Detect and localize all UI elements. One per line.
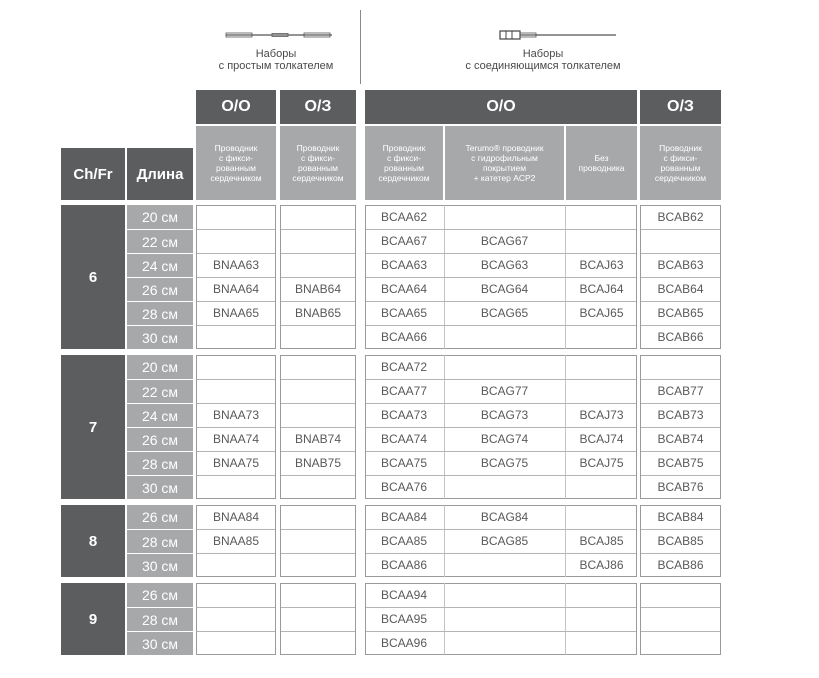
product-code: BCAA94 [380, 588, 428, 602]
type-header-connecting-oo: О/О [365, 90, 637, 124]
length-cell: 26 см [127, 583, 193, 607]
row-divider [281, 403, 355, 404]
product-code: BCAJ85 [579, 534, 624, 548]
row-divider [197, 325, 275, 326]
product-code: BCAA66 [380, 330, 428, 344]
product-code: BCAB84 [657, 510, 704, 524]
row-divider [281, 553, 355, 554]
length-row-divider [127, 553, 193, 554]
length-cell: 30 см [127, 326, 193, 349]
group-title-line2: с простым толкателем [218, 60, 334, 72]
length-row-divider [127, 301, 193, 302]
length-row-divider [127, 277, 193, 278]
length-row-divider [127, 403, 193, 404]
row-divider [281, 379, 355, 380]
product-code: BCAG85 [480, 534, 529, 548]
length-cell: 30 см [127, 554, 193, 577]
product-code: BNAA74 [212, 432, 260, 446]
group-divider [360, 10, 361, 84]
length-row-divider [127, 229, 193, 230]
product-code: BCAJ75 [579, 456, 624, 470]
product-code: BCAG65 [480, 306, 529, 320]
column-separator [444, 583, 445, 655]
length-row-divider [127, 325, 193, 326]
length-row-divider [127, 253, 193, 254]
type-header-connecting-oz: О/З [640, 90, 721, 124]
type-header-simple-oz: О/З [280, 90, 356, 124]
product-code: BCAB86 [657, 558, 704, 572]
product-code: BCAJ74 [579, 432, 624, 446]
length-row-divider [127, 451, 193, 452]
column-box [280, 505, 356, 577]
product-code: BNAA65 [212, 306, 260, 320]
column-header: Без проводника [566, 126, 637, 200]
product-code: BCAG67 [480, 234, 529, 248]
size-cell: 9 [61, 583, 125, 655]
length-cell: 28 см [127, 302, 193, 325]
length-cell: 20 см [127, 355, 193, 379]
product-code: BCAA95 [380, 612, 428, 626]
simple-pusher-icon [224, 30, 334, 40]
length-header: Длина [127, 148, 193, 200]
product-code: BCAA77 [380, 384, 428, 398]
size-cell: 6 [61, 205, 125, 349]
length-cell: 22 см [127, 380, 193, 403]
product-code: BCAG75 [480, 456, 529, 470]
product-code: BNAA64 [212, 282, 260, 296]
product-code: BCAA84 [380, 510, 428, 524]
length-row-divider [127, 631, 193, 632]
length-cell: 22 см [127, 230, 193, 253]
row-divider [281, 631, 355, 632]
product-code: BCAJ86 [579, 558, 624, 572]
length-cell: 30 см [127, 632, 193, 655]
size-cell: 7 [61, 355, 125, 499]
group-title-line2: с соединяющимся толкателем [465, 60, 621, 72]
length-row-divider [127, 379, 193, 380]
row-divider [281, 475, 355, 476]
ch-fr-header: Ch/Fr [61, 148, 125, 200]
column-header: Проводник с фикси- рованным сердечником [280, 126, 356, 200]
product-code: BNAB74 [294, 432, 342, 446]
product-code: BNAA73 [212, 408, 260, 422]
product-code: BCAB77 [657, 384, 704, 398]
row-divider [641, 229, 720, 230]
row-divider [281, 529, 355, 530]
length-row-divider [127, 529, 193, 530]
product-code: BNAA85 [212, 534, 260, 548]
product-code: BCAG73 [480, 408, 529, 422]
product-code: BCAB65 [657, 306, 704, 320]
length-cell: 24 см [127, 404, 193, 427]
column-box [196, 583, 276, 655]
length-cell: 28 см [127, 608, 193, 631]
product-code: BCAB63 [657, 258, 704, 272]
group-title-line1: Наборы [255, 48, 297, 60]
row-divider [197, 607, 275, 608]
length-cell: 20 см [127, 205, 193, 229]
row-divider [197, 229, 275, 230]
length-cell: 28 см [127, 452, 193, 475]
product-code: BCAB73 [657, 408, 704, 422]
product-code: BCAA75 [380, 456, 428, 470]
column-header: Terumo® проводник с гидрофильным покрытием + катетер ACP2 [445, 126, 564, 200]
connecting-pusher-icon [498, 28, 618, 42]
product-code: BCAA74 [380, 432, 428, 446]
column-box [280, 583, 356, 655]
row-divider [197, 379, 275, 380]
length-row-divider [127, 427, 193, 428]
length-cell: 30 см [127, 476, 193, 499]
product-code: BNAB64 [294, 282, 342, 296]
row-divider [641, 631, 720, 632]
product-code: BCAB75 [657, 456, 704, 470]
simple-pusher-group-header [196, 28, 356, 78]
product-code: BCAJ73 [579, 408, 624, 422]
product-code: BCAA62 [380, 210, 428, 224]
row-divider [197, 475, 275, 476]
row-divider [281, 607, 355, 608]
product-code: BCAA76 [380, 480, 428, 494]
product-code: BCAJ64 [579, 282, 624, 296]
product-code: BCAA73 [380, 408, 428, 422]
product-code: BNAA75 [212, 456, 260, 470]
product-code: BCAA63 [380, 258, 428, 272]
product-code: BCAB74 [657, 432, 704, 446]
product-code: BCAG63 [480, 258, 529, 272]
length-row-divider [127, 607, 193, 608]
product-code: BNAB75 [294, 456, 342, 470]
product-code: BCAG64 [480, 282, 529, 296]
column-separator [565, 583, 566, 655]
product-code: BNAB65 [294, 306, 342, 320]
column-header: Проводник с фикси- рованным сердечником [365, 126, 443, 200]
product-code: BNAA84 [212, 510, 260, 524]
product-code: BCAG74 [480, 432, 529, 446]
row-divider [641, 607, 720, 608]
row-divider [281, 253, 355, 254]
product-code: BCAA85 [380, 534, 428, 548]
product-code: BCAA96 [380, 636, 428, 650]
column-box [640, 583, 721, 655]
size-cell: 8 [61, 505, 125, 577]
product-code: BCAG77 [480, 384, 529, 398]
length-cell: 24 см [127, 254, 193, 277]
type-header-simple-oo: О/О [196, 90, 276, 124]
product-code: BCAA67 [380, 234, 428, 248]
product-code: BCAG84 [480, 510, 529, 524]
product-code: BCAB85 [657, 534, 704, 548]
product-code: BCAB66 [657, 330, 704, 344]
product-code: BNAA63 [212, 258, 260, 272]
length-cell: 28 см [127, 530, 193, 553]
column-header: Проводник с фикси- рованным сердечником [196, 126, 276, 200]
product-code: BCAB64 [657, 282, 704, 296]
length-cell: 26 см [127, 428, 193, 451]
product-code: BCAJ65 [579, 306, 624, 320]
product-code: BCAA64 [380, 282, 428, 296]
product-code: BCAB76 [657, 480, 704, 494]
row-divider [281, 229, 355, 230]
group-title-line1: Наборы [522, 48, 564, 60]
row-divider [281, 325, 355, 326]
row-divider [197, 631, 275, 632]
product-code: BCAA65 [380, 306, 428, 320]
column-header: Проводник с фикси- рованным сердечником [640, 126, 721, 200]
length-cell: 26 см [127, 505, 193, 529]
length-cell: 26 см [127, 278, 193, 301]
product-code: BCAJ63 [579, 258, 624, 272]
product-code: BCAB62 [657, 210, 704, 224]
length-row-divider [127, 475, 193, 476]
product-code: BCAA72 [380, 360, 428, 374]
product-code: BCAA86 [380, 558, 428, 572]
connecting-pusher-group-header [364, 28, 722, 78]
row-divider [197, 553, 275, 554]
